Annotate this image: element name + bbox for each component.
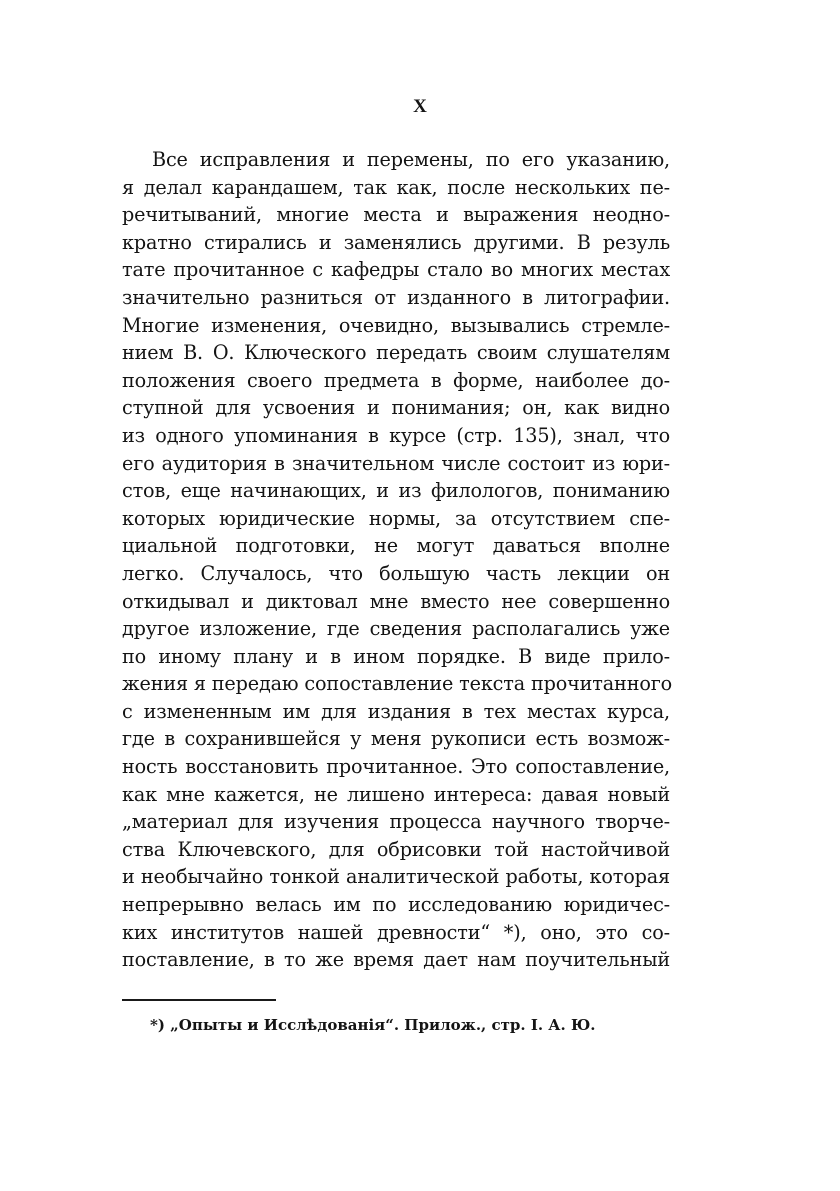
text-line: ступной для усвоения и понимания; он, как видно <box>122 396 670 420</box>
page-number: X <box>413 96 427 117</box>
text-line: „материал для изучения процесса научного творче- <box>122 810 670 834</box>
text-line: непрерывно велась им по исследованию юридичес- <box>122 893 670 917</box>
text-line: я делал карандашем, так как, после нескольких пе- <box>122 175 670 199</box>
footnote: *) „Опыты и Исслѣдованія“. Прилож., стр. I. А. Ю. <box>150 1016 596 1034</box>
body-text <box>122 146 673 974</box>
text-line: другое изложение, где сведения располагались уже <box>122 617 670 641</box>
text-line: стов, еще начинающих, и из филологов, пониманию <box>122 479 670 503</box>
text-line: где в сохранившейся у меня рукописи есть возмож- <box>122 727 670 751</box>
text-line: жения я передаю сопоставление текста прочитанного <box>122 672 673 696</box>
text-line: речитываний, многие места и выражения неодно- <box>122 203 670 227</box>
text-line: из одного упоминания в курсе (стр. 135), знал, что <box>122 423 670 447</box>
footnote-divider <box>122 999 276 1001</box>
text-line: кратно стирались и заменялись другими. В резуль <box>122 230 670 254</box>
text-line: значительно разниться от изданного в литографии. <box>122 285 670 309</box>
text-line: как мне кажется, не лишено интереса: давая новый <box>122 782 670 806</box>
text-line: ства Ключевского, для обрисовки той настойчивой <box>122 837 670 861</box>
text-line: тате прочитанное с кафедры стало во многих местах <box>122 258 670 282</box>
text-line: с измененным им для издания в тех местах курса, <box>122 699 670 723</box>
text-line: которых юридические нормы, за отсутствием спе- <box>122 506 670 530</box>
text-line: и необычайно тонкой аналитической работы, которая <box>122 865 670 889</box>
text-line: легко. Случалось, что большую часть лекции он <box>122 561 670 585</box>
text-line: нием В. О. Ключеского передать своим слушателям <box>122 341 670 365</box>
text-line: Все исправления и перемены, по его указанию, <box>152 148 670 171</box>
text-line: Многие изменения, очевидно, вызывались стремле- <box>122 313 670 337</box>
text-line: ких институтов нашей древности“ *), оно, это со- <box>122 920 670 944</box>
text-line: ность восстановить прочитанное. Это сопоставление, <box>122 755 670 779</box>
text-line: по иному плану и в ином порядке. В виде прило- <box>122 644 670 668</box>
text-line: его аудитория в значительном числе состоит из юри- <box>122 451 670 475</box>
text-line: поставление, в то же время дает нам поучительный <box>122 948 670 972</box>
text-line: положения своего предмета в форме, наиболее до- <box>122 368 670 392</box>
text-line: откидывал и диктовал мне вместо нее совершенно <box>122 589 670 613</box>
text-line: циальной подготовки, не могут даваться вполне <box>122 534 670 558</box>
